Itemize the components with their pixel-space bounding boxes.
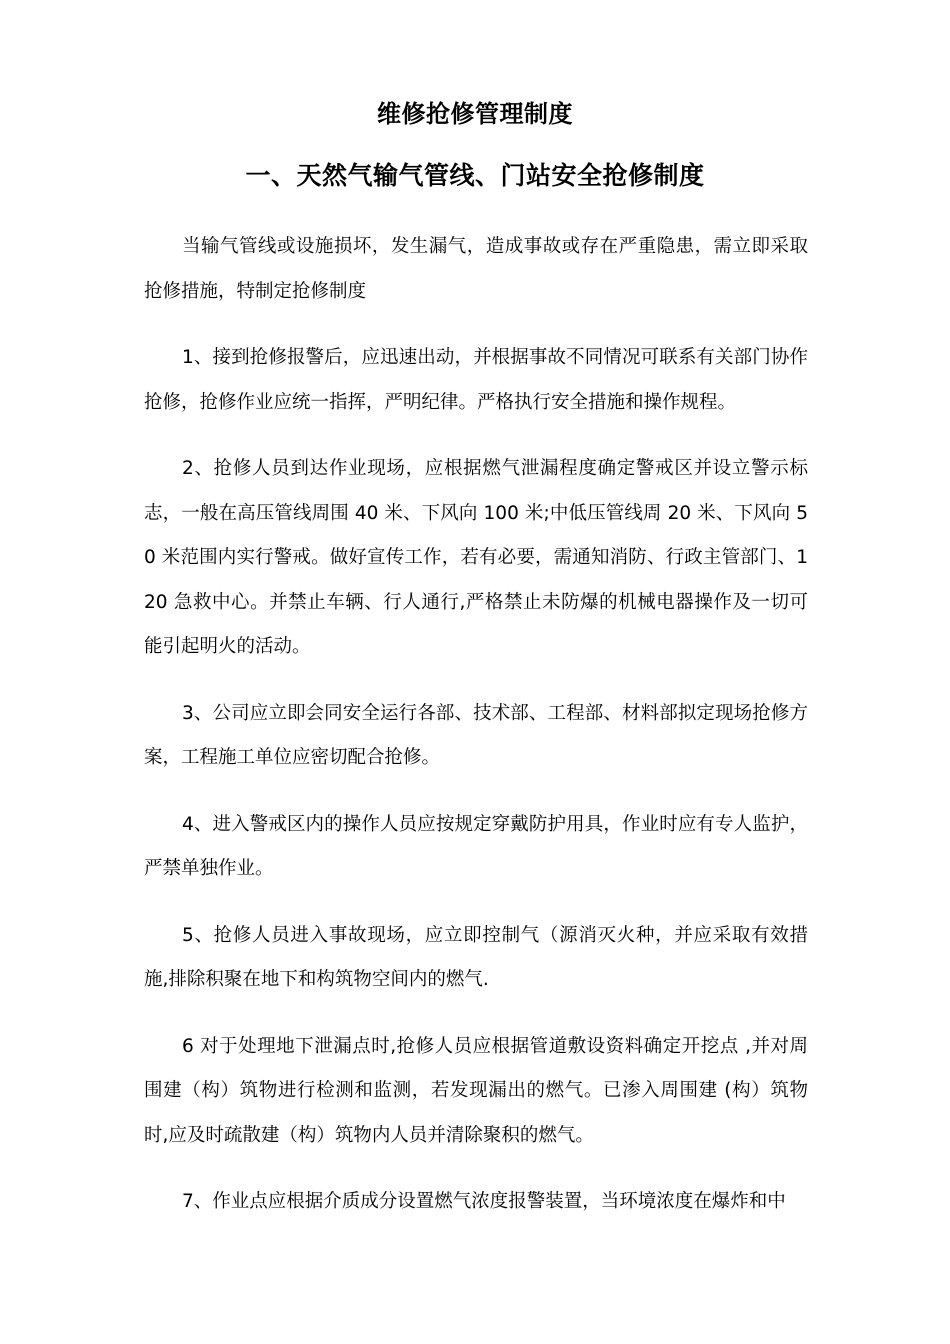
paragraph-7: 7、作业点应根据介质成分设置燃气浓度报警装置，当环境浓度在爆炸和中: [182, 1191, 786, 1212]
paragraph-4: 4、进入警戒区内的操作人员应按规定穿戴防护用具，作业时应有专人监护，严禁单独作业。: [144, 813, 808, 879]
paragraph-5: 5、抢修人员进入事故现场，应立即控制气（源消灭火种，并应采取有效措施,排除积聚在地下和构筑物空间内的燃气.: [144, 924, 808, 990]
paragraph-3: 3、公司应立即会同安全运行各部、技术部、工程部、材料部拟定现场抢修方案，工程施工单位应密切配合抢修。: [144, 702, 808, 768]
paragraph-1: 1、接到抢修报警后，应迅速出动，并根据事故不同情况可联系有关部门协作抢修，抢修作业应统一指挥，严明纪律。严格执行安全措施和操作规程。: [144, 347, 808, 413]
document-body: [144, 225, 808, 1247]
document-title: 维修抢修管理制度: [377, 100, 573, 128]
section-title: 一、天然气输气管线、门站安全抢修制度: [245, 161, 705, 190]
paragraph-intro: 当输气管线或设施损坏，发生漏气，造成事故或存在严重隐患，需立即采取抢修措施，特制定抢修制度: [144, 236, 808, 302]
paragraph-6: 6 对于处理地下泄漏点时,抢修人员应根据管道敷设资料确定开挖点 ,并对周围建（构）筑物进行检测和监测，若发现漏出的燃气。已渗入周围建 (构）筑物时,应及时疏散建（构）筑物内人员并清除聚积的燃气。: [144, 1035, 808, 1146]
paragraph-2: 2、抢修人员到达作业现场，应根据燃气泄漏程度确定警戒区并设立警示标志，一般在高压管线周围 40 米、下风向 100 米;中低压管线周 20 米、下风向 50 米范围内实行警戒。做好宣传工作，若有必要，需通知消防、行政主管部门、120 急救中心。并禁止车辆、行人通行,严格禁止未防爆的机械电器操作及一切可能引起明火的活动。: [144, 458, 808, 657]
